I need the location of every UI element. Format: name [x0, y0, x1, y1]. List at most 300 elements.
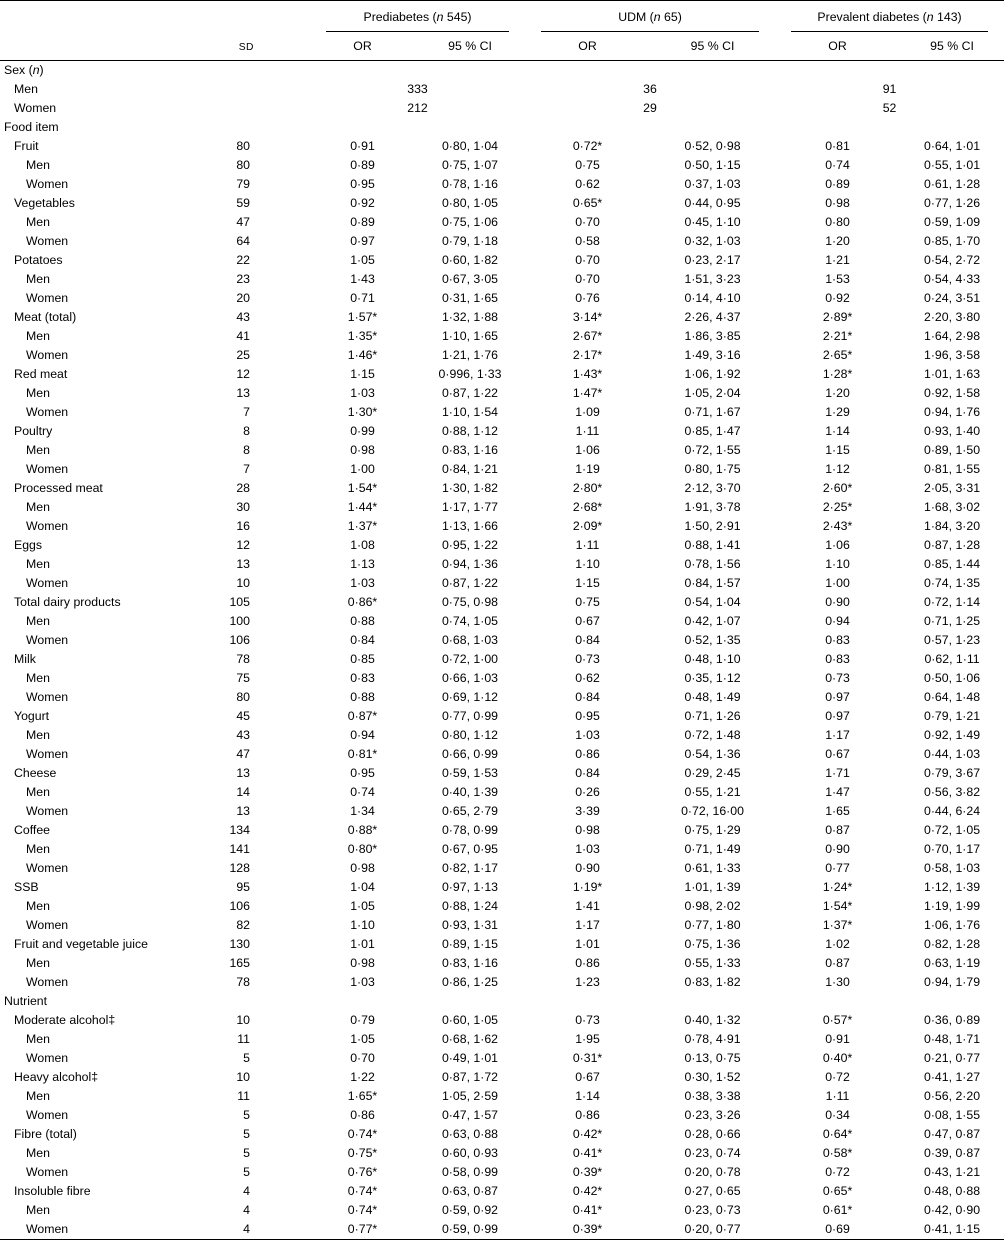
section-label: Sex (n) — [4, 63, 44, 77]
ci-value: 0·23, 0·73 — [684, 1203, 741, 1217]
or-value: 0·72* — [572, 139, 603, 153]
ci-value: 0·54, 2·72 — [924, 253, 981, 267]
ci-value: 0·77, 1·26 — [924, 196, 981, 210]
or-value: 0·84 — [575, 633, 600, 647]
ci-value: 0·59, 0·99 — [441, 1222, 499, 1236]
or-value: 1·23 — [575, 975, 600, 989]
or-value: 1·19 — [575, 462, 600, 476]
or-value: 0·65* — [572, 196, 603, 210]
table-row — [0, 365, 1004, 384]
ci-value: 0·72, 1·00 — [441, 652, 499, 666]
or-value: 0·77 — [825, 861, 850, 875]
table-row — [0, 859, 1004, 878]
table-row — [0, 631, 1004, 650]
ci-value: 0·87, 1·22 — [441, 576, 499, 590]
table-row — [0, 270, 1004, 289]
or-value: 1·05 — [350, 1032, 375, 1046]
row-label: Men — [26, 842, 50, 856]
or-value: 2·67* — [572, 329, 603, 343]
ci-value: 0·88, 1·24 — [441, 899, 499, 913]
or-value: 1·22 — [350, 1070, 375, 1084]
ci-value: 0·80, 1·04 — [441, 139, 499, 153]
table-row — [0, 555, 1004, 574]
or-value: 0·83 — [825, 652, 850, 666]
ci-value: 0·54, 1·36 — [684, 747, 741, 761]
or-value: 0·88* — [347, 823, 378, 837]
sd-value: 100 — [229, 614, 250, 628]
sd-value: 80 — [236, 690, 250, 704]
row-label: Women — [26, 234, 69, 248]
ci-value: 0·52, 1·35 — [684, 633, 741, 647]
or-value: 0·74 — [350, 785, 375, 799]
table-row — [0, 384, 1004, 403]
or-value: 1·06 — [825, 538, 850, 552]
group-header-cell — [310, 1, 525, 32]
table-row — [0, 308, 1004, 327]
ci-value: 0·85, 1·47 — [684, 424, 741, 438]
ci-value: 1·96, 3·58 — [924, 348, 981, 362]
ci-value: 0·36, 0·89 — [924, 1013, 981, 1027]
ci-value: 0·61, 1·33 — [684, 861, 741, 875]
ci-value: 1·10, 1·54 — [441, 405, 499, 419]
table-row — [0, 1125, 1004, 1144]
ci-value: 2·26, 4·37 — [684, 310, 741, 324]
table-row — [0, 460, 1004, 479]
or-value: 1·12 — [825, 462, 850, 476]
sd-value: 4 — [243, 1222, 250, 1236]
row-label: Yogurt — [14, 709, 50, 723]
sd-value: 134 — [229, 823, 250, 837]
or-value: 0·98 — [350, 443, 375, 457]
or-value: 0·89 — [825, 177, 850, 191]
ci-value: 0·23, 2·17 — [684, 253, 741, 267]
row-label: Women — [26, 462, 69, 476]
ci-value: 1·05, 2·04 — [684, 386, 741, 400]
table-row — [0, 669, 1004, 688]
ci-value: 0·20, 0·77 — [684, 1222, 741, 1236]
ci-value: 0·79, 1·21 — [924, 709, 981, 723]
ci-value: 0·43, 1·21 — [924, 1165, 981, 1179]
ci-value: 1·68, 3·02 — [924, 500, 981, 514]
ci-column-header: 95 % CI — [900, 32, 1004, 61]
or-value: 0·67 — [575, 1070, 600, 1084]
row-label: Meat (total) — [14, 310, 77, 324]
sd-value: 75 — [236, 671, 250, 685]
ci-value: 0·39, 0·87 — [924, 1146, 981, 1160]
or-value: 0·90 — [575, 861, 600, 875]
table-row — [0, 935, 1004, 954]
table-row — [0, 232, 1004, 251]
row-label: Men — [26, 443, 50, 457]
or-value: 1·34 — [350, 804, 375, 818]
or-value: 1·05 — [350, 253, 375, 267]
ci-value: 0·996, 1·33 — [438, 367, 502, 381]
ci-value: 0·71, 1·25 — [924, 614, 981, 628]
row-label: Women — [26, 975, 69, 989]
sd-value: 128 — [229, 861, 250, 875]
row-label: Men — [26, 1032, 50, 1046]
ci-value: 0·44, 0·95 — [684, 196, 741, 210]
row-label: Men — [26, 671, 50, 685]
or-value: 0·91 — [825, 1032, 850, 1046]
sd-value: 5 — [243, 1146, 250, 1160]
or-value: 0·89 — [350, 158, 375, 172]
or-value: 0·58 — [575, 234, 600, 248]
or-value: 1·43 — [350, 272, 375, 286]
sd-value: 13 — [236, 766, 250, 780]
ci-value: 0·48, 0·88 — [924, 1184, 981, 1198]
count-value: 212 — [407, 101, 428, 115]
table-row — [0, 954, 1004, 973]
ci-value: 0·27, 0·65 — [684, 1184, 741, 1198]
or-value: 0·99 — [350, 424, 375, 438]
ci-value: 0·21, 0·77 — [924, 1051, 981, 1065]
ci-value: 0·57, 1·23 — [924, 633, 981, 647]
or-value: 0·83 — [825, 633, 850, 647]
sd-value: 11 — [237, 1089, 250, 1103]
ci-value: 0·60, 0·93 — [441, 1146, 499, 1160]
table-row — [0, 403, 1004, 422]
ci-value: 0·82, 1·28 — [924, 937, 981, 951]
ci-value: 0·48, 1·10 — [684, 652, 741, 666]
ci-value: 1·19, 1·99 — [924, 899, 981, 913]
ci-value: 0·89, 1·50 — [924, 443, 981, 457]
ci-value: 0·42, 1·07 — [684, 614, 741, 628]
row-label: Men — [26, 1146, 50, 1160]
table-row — [0, 327, 1004, 346]
or-value: 0·76 — [575, 291, 600, 305]
or-value: 0·97 — [350, 234, 375, 248]
or-value: 1·05 — [350, 899, 375, 913]
ci-value: 0·82, 1·17 — [441, 861, 499, 875]
ci-value: 0·41, 1·15 — [924, 1222, 981, 1236]
or-value: 1·01 — [575, 937, 600, 951]
sd-value: 10 — [236, 576, 250, 590]
or-value: 1·43* — [572, 367, 603, 381]
or-value: 1·65* — [347, 1089, 378, 1103]
row-label: Insoluble fibre — [14, 1184, 91, 1198]
table-row — [0, 346, 1004, 365]
or-value: 1·24* — [822, 880, 853, 894]
or-value: 0·81* — [347, 747, 378, 761]
table-row — [0, 213, 1004, 232]
table-row — [0, 821, 1004, 840]
empty-header-cell — [0, 32, 228, 61]
ci-value: 0·72, 16·00 — [681, 804, 744, 818]
or-value: 0·31* — [572, 1051, 603, 1065]
ci-column-header: 95 % CI — [650, 32, 775, 61]
row-label: Women — [14, 101, 57, 115]
ci-value: 0·72, 1·14 — [924, 595, 981, 609]
sd-value: 13 — [236, 804, 250, 818]
ci-value: 1·21, 1·76 — [441, 348, 499, 362]
or-value: 1·13 — [350, 557, 375, 571]
sd-value: 165 — [229, 956, 250, 970]
or-value: 0·84 — [575, 766, 600, 780]
ci-value: 0·64, 1·01 — [924, 139, 981, 153]
row-label: Women — [26, 576, 69, 590]
ci-value: 0·68, 1·62 — [441, 1032, 499, 1046]
row-label: Men — [26, 956, 50, 970]
ci-value: 0·74, 1·35 — [924, 576, 981, 590]
row-label: Women — [26, 177, 69, 191]
or-value: 0·61* — [822, 1203, 853, 1217]
table-row — [0, 1087, 1004, 1106]
ci-value: 0·72, 1·05 — [924, 823, 981, 837]
sd-value: 95 — [236, 880, 250, 894]
ci-value: 0·41, 1·27 — [924, 1070, 981, 1084]
or-value: 0·41* — [572, 1203, 603, 1217]
or-value: 0·70 — [350, 1051, 375, 1065]
row-label: Processed meat — [14, 481, 103, 495]
sd-column-header: SD — [228, 32, 310, 61]
or-value: 0·79 — [350, 1013, 375, 1027]
table-row — [0, 688, 1004, 707]
or-value: 0·80 — [825, 215, 850, 229]
sd-value: 43 — [236, 728, 250, 742]
or-value: 0·92 — [350, 196, 375, 210]
or-value: 1·06 — [575, 443, 600, 457]
row-label: Fruit and vegetable juice — [14, 937, 148, 951]
or-value: 1·03 — [350, 386, 375, 400]
sd-value: 13 — [236, 386, 250, 400]
row-label: Men — [26, 1203, 50, 1217]
ci-value: 0·93, 1·31 — [441, 918, 499, 932]
or-value: 1·29 — [825, 405, 850, 419]
or-value: 1·14 — [575, 1089, 600, 1103]
table-row — [0, 99, 1004, 118]
or-value: 0·84 — [350, 633, 375, 647]
table-row — [0, 137, 1004, 156]
or-value: 1·14 — [825, 424, 850, 438]
ci-value: 0·80, 1·75 — [684, 462, 741, 476]
or-value: 2·68* — [572, 500, 603, 514]
ci-value: 0·63, 0·87 — [441, 1184, 499, 1198]
or-value: 1·47* — [572, 386, 603, 400]
sd-value — [228, 99, 310, 118]
or-value: 0·39* — [572, 1165, 603, 1179]
sd-value: 47 — [236, 747, 250, 761]
table-row — [0, 118, 1004, 137]
or-value: 0·74 — [825, 158, 850, 172]
sd-value: 23 — [236, 272, 250, 286]
or-value: 1·37* — [822, 918, 853, 932]
ci-value: 0·69, 1·12 — [441, 690, 499, 704]
or-value: 0·86* — [347, 595, 378, 609]
ci-value: 1·01, 1·39 — [684, 880, 741, 894]
or-value: 1·65 — [825, 804, 850, 818]
sd-value: 106 — [229, 633, 250, 647]
or-value: 1·17 — [575, 918, 600, 932]
or-value: 0·97 — [825, 690, 850, 704]
row-label: Men — [26, 329, 50, 343]
ci-value: 0·74, 1·05 — [441, 614, 499, 628]
or-value: 0·70 — [575, 215, 600, 229]
or-value: 1·10 — [575, 557, 600, 571]
row-label: Men — [26, 785, 50, 799]
ci-value: 0·87, 1·72 — [441, 1070, 499, 1084]
or-value: 1·15 — [825, 443, 850, 457]
table-row — [0, 194, 1004, 213]
sd-value: 45 — [236, 709, 250, 723]
ci-value: 0·92, 1·58 — [924, 386, 981, 400]
row-label: Cheese — [14, 766, 57, 780]
table-row — [0, 593, 1004, 612]
ci-value: 1·49, 3·16 — [684, 348, 741, 362]
ci-value: 2·05, 3·31 — [924, 481, 981, 495]
or-value: 0·67 — [575, 614, 600, 628]
table-row — [0, 992, 1004, 1011]
or-value: 0·91 — [350, 139, 375, 153]
sd-value: 80 — [236, 139, 250, 153]
table-row — [0, 175, 1004, 194]
count-value: 333 — [407, 82, 428, 96]
or-value: 1·57* — [347, 310, 378, 324]
ci-value: 0·92, 1·49 — [924, 728, 981, 742]
ci-value: 0·42, 0·90 — [924, 1203, 981, 1217]
or-value: 0·42* — [572, 1127, 603, 1141]
ci-value: 0·83, 1·16 — [441, 443, 499, 457]
ci-value: 2·20, 3·80 — [924, 310, 981, 324]
or-value: 0·65* — [822, 1184, 853, 1198]
or-value: 0·87 — [825, 956, 850, 970]
table-row — [0, 1163, 1004, 1182]
or-value: 0·97 — [825, 709, 850, 723]
ci-value: 0·68, 1·03 — [441, 633, 499, 647]
sd-value: 12 — [236, 367, 250, 381]
or-value: 1·44* — [347, 500, 378, 514]
row-label: Women — [26, 405, 69, 419]
sd-value: 10 — [236, 1013, 250, 1027]
table-row — [0, 802, 1004, 821]
section-label: Food item — [4, 120, 59, 134]
ci-value: 1·05, 2·59 — [441, 1089, 499, 1103]
ci-value: 1·06, 1·76 — [924, 918, 981, 932]
row-label: Milk — [14, 652, 36, 666]
ci-value: 0·71, 1·49 — [684, 842, 741, 856]
or-value: 0·70 — [575, 272, 600, 286]
ci-value: 0·93, 1·40 — [924, 424, 981, 438]
ci-value: 0·54, 1·04 — [684, 595, 741, 609]
sd-value: 80 — [236, 158, 250, 172]
sd-value: 78 — [236, 652, 250, 666]
table-row — [0, 916, 1004, 935]
or-value: 0·98 — [350, 861, 375, 875]
row-label: Men — [26, 272, 50, 286]
or-value: 1·00 — [350, 462, 375, 476]
sd-value: 47 — [236, 215, 250, 229]
ci-value: 0·62, 1·11 — [924, 652, 980, 666]
or-value: 1·08 — [350, 538, 375, 552]
sd-value: 5 — [243, 1127, 250, 1141]
or-value: 0·88 — [350, 690, 375, 704]
table-row — [0, 80, 1004, 99]
or-column-header: OR — [775, 32, 900, 61]
or-value: 1·03 — [575, 728, 600, 742]
or-value: 0·73 — [575, 1013, 600, 1027]
or-value: 0·95 — [575, 709, 600, 723]
sd-value — [228, 80, 310, 99]
table-row — [0, 574, 1004, 593]
sd-value: 5 — [243, 1051, 250, 1065]
row-label: Women — [26, 633, 69, 647]
or-value: 1·20 — [825, 234, 850, 248]
ci-value: 0·63, 1·19 — [924, 956, 981, 970]
ci-value: 0·40, 1·39 — [441, 785, 499, 799]
ci-value: 0·47, 0·87 — [924, 1127, 981, 1141]
or-value: 2·43* — [822, 519, 853, 533]
row-label: Men — [14, 82, 38, 96]
ci-value: 0·40, 1·32 — [684, 1013, 741, 1027]
or-value: 1·11 — [825, 1089, 850, 1103]
sd-value: 8 — [243, 424, 250, 438]
group-header-udm: UDM (n 65) — [541, 10, 759, 32]
or-value: 0·39* — [572, 1222, 603, 1236]
sd-value: 8 — [243, 443, 250, 457]
or-value: 1·54* — [822, 899, 853, 913]
table-row — [0, 289, 1004, 308]
table-body — [0, 61, 1004, 1240]
row-label: Women — [26, 804, 69, 818]
row-label: Women — [26, 1165, 69, 1179]
table-row — [0, 251, 1004, 270]
or-value: 1·10 — [350, 918, 375, 932]
or-value: 0·75 — [575, 595, 600, 609]
or-value: 0·74* — [347, 1184, 378, 1198]
or-value: 1·10 — [825, 557, 850, 571]
or-value: 0·70 — [575, 253, 600, 267]
table-row — [0, 1106, 1004, 1125]
ci-value: 0·71, 1·26 — [684, 709, 741, 723]
ci-value: 1·51, 3·23 — [684, 272, 741, 286]
or-value: 0·40* — [822, 1051, 853, 1065]
or-value: 0·75 — [575, 158, 600, 172]
or-value: 2·60* — [822, 481, 853, 495]
row-label: Coffee — [14, 823, 51, 837]
sd-value: 41 — [236, 329, 250, 343]
sd-value: 141 — [229, 842, 250, 856]
ci-value: 0·84, 1·21 — [441, 462, 499, 476]
or-value: 0·95 — [350, 766, 375, 780]
ci-value: 0·23, 0·74 — [684, 1146, 741, 1160]
row-label: Women — [26, 1108, 69, 1122]
table-row — [0, 479, 1004, 498]
or-value: 1·53 — [825, 272, 850, 286]
or-value: 3·14* — [572, 310, 603, 324]
or-value: 0·74* — [347, 1127, 378, 1141]
row-label: Fibre (total) — [14, 1127, 77, 1141]
sd-value: 79 — [236, 177, 250, 191]
ci-value: 0·31, 1·65 — [441, 291, 499, 305]
or-value: 1·20 — [825, 386, 850, 400]
ci-value: 0·23, 3·26 — [684, 1108, 741, 1122]
ci-value: 2·12, 3·70 — [684, 481, 741, 495]
ci-value: 0·37, 1·03 — [684, 177, 741, 191]
sd-value: 14 — [236, 785, 250, 799]
ci-value: 0·78, 1·16 — [441, 177, 499, 191]
ci-value: 1·86, 3·85 — [684, 329, 741, 343]
or-value: 2·25* — [822, 500, 853, 514]
ci-value: 0·78, 0·99 — [441, 823, 499, 837]
or-value: 1·28* — [822, 367, 853, 381]
row-label: Heavy alcohol‡ — [14, 1070, 99, 1084]
row-label: Moderate alcohol‡ — [14, 1013, 116, 1027]
table-row — [0, 1220, 1004, 1240]
ci-value: 0·45, 1·10 — [684, 215, 741, 229]
row-label: Fruit — [14, 139, 39, 153]
table-row — [0, 1030, 1004, 1049]
sd-value: 130 — [229, 937, 250, 951]
